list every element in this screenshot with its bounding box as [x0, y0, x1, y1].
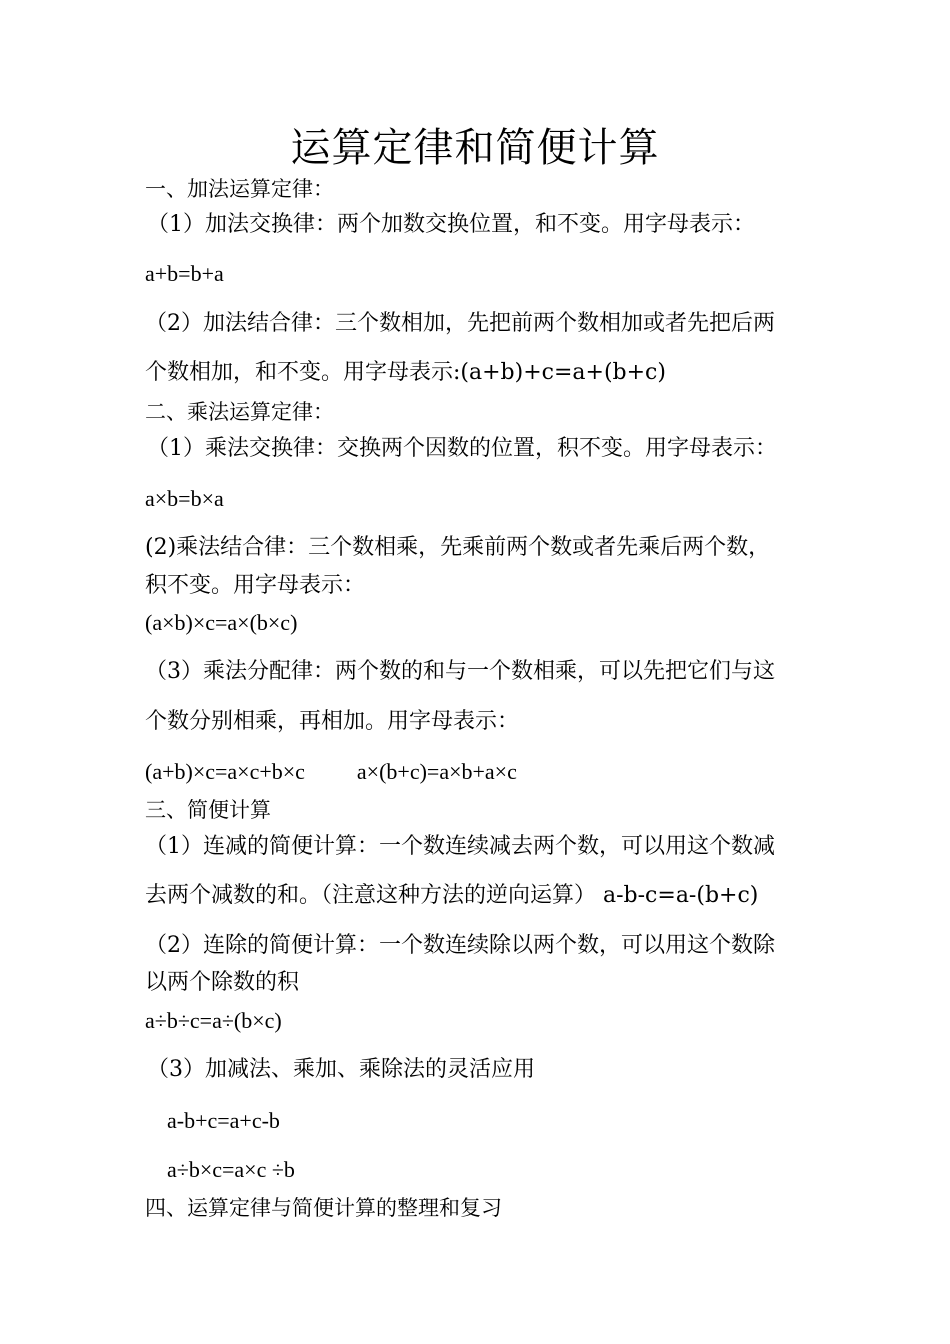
paragraph-line: （1）乘法交换律：交换两个因数的位置，积不变。用字母表示： [147, 436, 777, 461]
distributive-formula-b: a×(b+c)=a×b+a×c [356, 759, 517, 784]
paragraph-line: （3）乘法分配律：两个数的和与一个数相乘，可以先把它们与这 [145, 659, 775, 684]
formula-line [145, 757, 517, 787]
paragraph-line: （1）加法交换律：两个加数交换位置，和不变。用字母表示： [147, 212, 755, 237]
paragraph-line: 个数相加，和不变。用字母表示:(a+b)+c=a+(b+c) [145, 360, 666, 385]
section-heading-addition: 一、加法运算定律： [145, 177, 334, 201]
formula-line: a÷b×c=a×c ÷b [167, 1157, 295, 1182]
paragraph-line: 个数分别相乘，再相加。用字母表示： [145, 709, 520, 734]
paragraph-line: (2)乘法结合律：三个数相乘，先乘前两个数或者先乘后两个数， [145, 535, 771, 560]
paragraph-line: 以两个除数的积 [145, 970, 300, 995]
paragraph-line: （3）加减法、乘加、乘除法的灵活应用 [147, 1057, 535, 1082]
page-title: 运算定律和简便计算 [290, 125, 660, 171]
formula-line: a×b=b×a [145, 486, 224, 511]
distributive-formula-a: (a+b)×c=a×c+b×c [145, 759, 305, 784]
paragraph-line: 去两个减数的和。（注意这种方法的逆向运算） a-b-c=a-(b+c) [145, 883, 759, 908]
formula-line: (a×b)×c=a×(b×c) [145, 610, 298, 635]
section-heading-simplified-calc: 三、简便计算 [145, 798, 271, 822]
paragraph-line: （2）加法结合律：三个数相加，先把前两个数相加或者先把后两 [145, 311, 775, 336]
section-heading-review: 四、运算定律与简便计算的整理和复习 [145, 1196, 502, 1220]
formula-line: a÷b÷c=a÷(b×c) [145, 1008, 282, 1033]
formula-line: a+b=b+a [145, 261, 224, 286]
paragraph-line: （2）连除的简便计算：一个数连续除以两个数，可以用这个数除 [145, 933, 775, 958]
formula-line: a-b+c=a+c-b [167, 1108, 280, 1133]
section-heading-multiplication: 二、乘法运算定律： [145, 400, 334, 424]
paragraph-line: （1）连减的简便计算：一个数连续减去两个数，可以用这个数减 [145, 834, 775, 859]
paragraph-line: 积不变。用字母表示： [145, 573, 366, 598]
